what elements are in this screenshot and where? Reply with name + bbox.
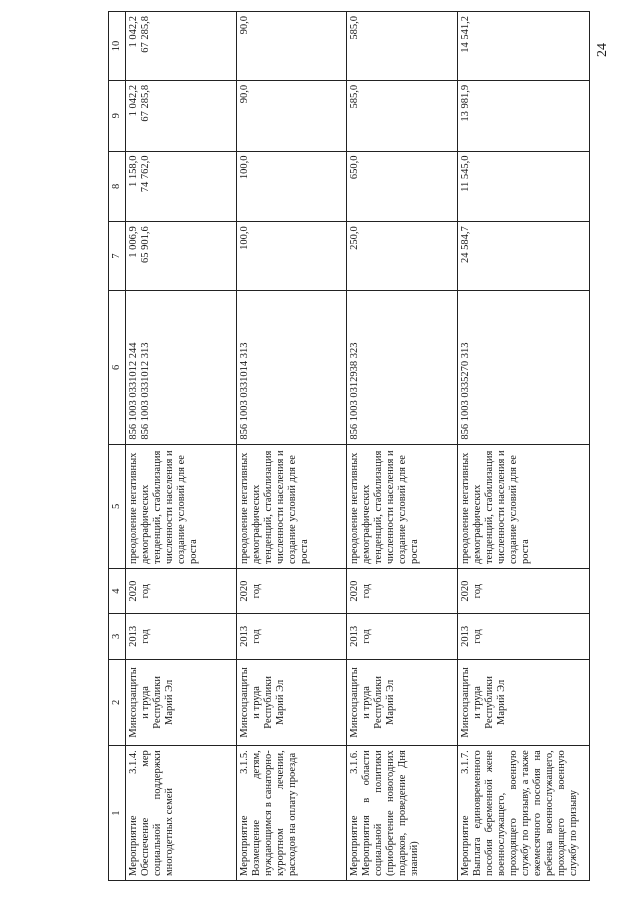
budget-codes [347, 291, 458, 445]
col9-values: 585,0 [347, 80, 458, 151]
start-year: 2013 год [236, 614, 347, 659]
col10-values: 585,0 [347, 12, 458, 81]
col-header-3: 3 [109, 614, 126, 659]
table-row [347, 12, 458, 881]
start-year: 2013 год [457, 614, 589, 659]
value: 1 006,9 [128, 226, 139, 258]
page-number: 24 [595, 43, 610, 57]
value: 1 042,2 [128, 84, 139, 117]
header-row [109, 12, 126, 881]
col7-values: 100,0 [236, 222, 347, 291]
col-header-10: 10 [109, 12, 126, 81]
value: 67 285,8 [140, 84, 152, 122]
table-row [126, 12, 237, 881]
col10-values: 14 541,2 [457, 12, 589, 81]
value: 1 042,2 [128, 16, 139, 48]
col-header-1: 1 [109, 746, 126, 881]
measure-title: Мероприятие 3.1.4. Обеспечение мер социальной поддержки многодетных семей [126, 746, 237, 881]
expected-result: преодоление негативных демографических тенденций, стабилизация численности населения и создание условий для ее роста [457, 444, 589, 568]
budget-code: 856 1003 0335270 313 [459, 342, 471, 440]
expected-result: преодоление негативных демографических тенденций, стабилизация численности населения и создание условий для ее роста [126, 444, 237, 568]
value: 67 285,8 [140, 16, 152, 53]
col9-values [126, 80, 237, 151]
table-row [236, 12, 347, 881]
col10-values [126, 12, 237, 81]
col9-values: 13 981,9 [457, 80, 589, 151]
col9-values: 90,0 [236, 80, 347, 151]
measure-title: Мероприятие 3.1.7. Выплата единовременного пособия беременной жене военнослужащего, проходящего военную службу по призыву, а также ежемесячного пособия на ребенка военнослужащего, проходящего военную службу по призыву [457, 746, 589, 881]
executor: Минсоцзащиты и труда Республики Марий Эл [126, 659, 237, 746]
col7-values: 24 584,7 [457, 222, 589, 291]
start-year: 2013 год [347, 614, 458, 659]
budget-code: 856 1003 0331012 244 [128, 342, 139, 440]
start-year: 2013 год [126, 614, 237, 659]
budget-code: 856 1003 0312938 323 [349, 342, 361, 440]
measure-title: Мероприятие 3.1.6. Мероприятия в области социальной политики (приобретение новогодних подарков, проведение Дня знаний) [347, 746, 458, 881]
end-year: 2020 год [347, 569, 458, 614]
col8-values: 100,0 [236, 151, 347, 222]
program-table [108, 11, 590, 881]
col-header-4: 4 [109, 569, 126, 614]
col-header-9: 9 [109, 80, 126, 151]
col-header-7: 7 [109, 222, 126, 291]
value: 65 901,6 [140, 226, 152, 263]
col-header-8: 8 [109, 151, 126, 222]
table-row [457, 12, 589, 881]
budget-codes [236, 291, 347, 445]
program-table-container [108, 11, 590, 881]
col-header-2: 2 [109, 659, 126, 746]
end-year: 2020 год [236, 569, 347, 614]
col8-values [126, 151, 237, 222]
end-year: 2020 год [126, 569, 237, 614]
budget-codes [126, 291, 237, 445]
col7-values: 250,0 [347, 222, 458, 291]
col-header-5: 5 [109, 444, 126, 568]
executor: Минсоцзащиты и труда Республики Марий Эл [236, 659, 347, 746]
end-year: 2020 год [457, 569, 589, 614]
budget-code: 856 1003 0331014 313 [238, 342, 250, 440]
col-header-6: 6 [109, 291, 126, 445]
col7-values [126, 222, 237, 291]
executor: Минсоцзащиты и труда Республики Марий Эл [457, 659, 589, 746]
col10-values: 90,0 [236, 12, 347, 81]
expected-result: преодоление негативных демографических тенденций, стабилизация численности населения и создание условий для ее роста [236, 444, 347, 568]
measure-title: Мероприятие 3.1.5. Возмещение детям, нуждающимся в санаторно-курортном лечении, расходов на оплату проезда [236, 746, 347, 881]
col8-values: 11 545,0 [457, 151, 589, 222]
executor: Минсоцзащиты и труда Республики Марий Эл [347, 659, 458, 746]
budget-codes [457, 291, 589, 445]
expected-result: преодоление негативных демографических тенденций, стабилизация численности населения и создание условий для ее роста [347, 444, 458, 568]
col8-values: 650,0 [347, 151, 458, 222]
budget-code: 856 1003 0331012 313 [140, 342, 152, 440]
value: 1 158,0 [128, 155, 139, 188]
value: 74 762,0 [140, 155, 152, 193]
